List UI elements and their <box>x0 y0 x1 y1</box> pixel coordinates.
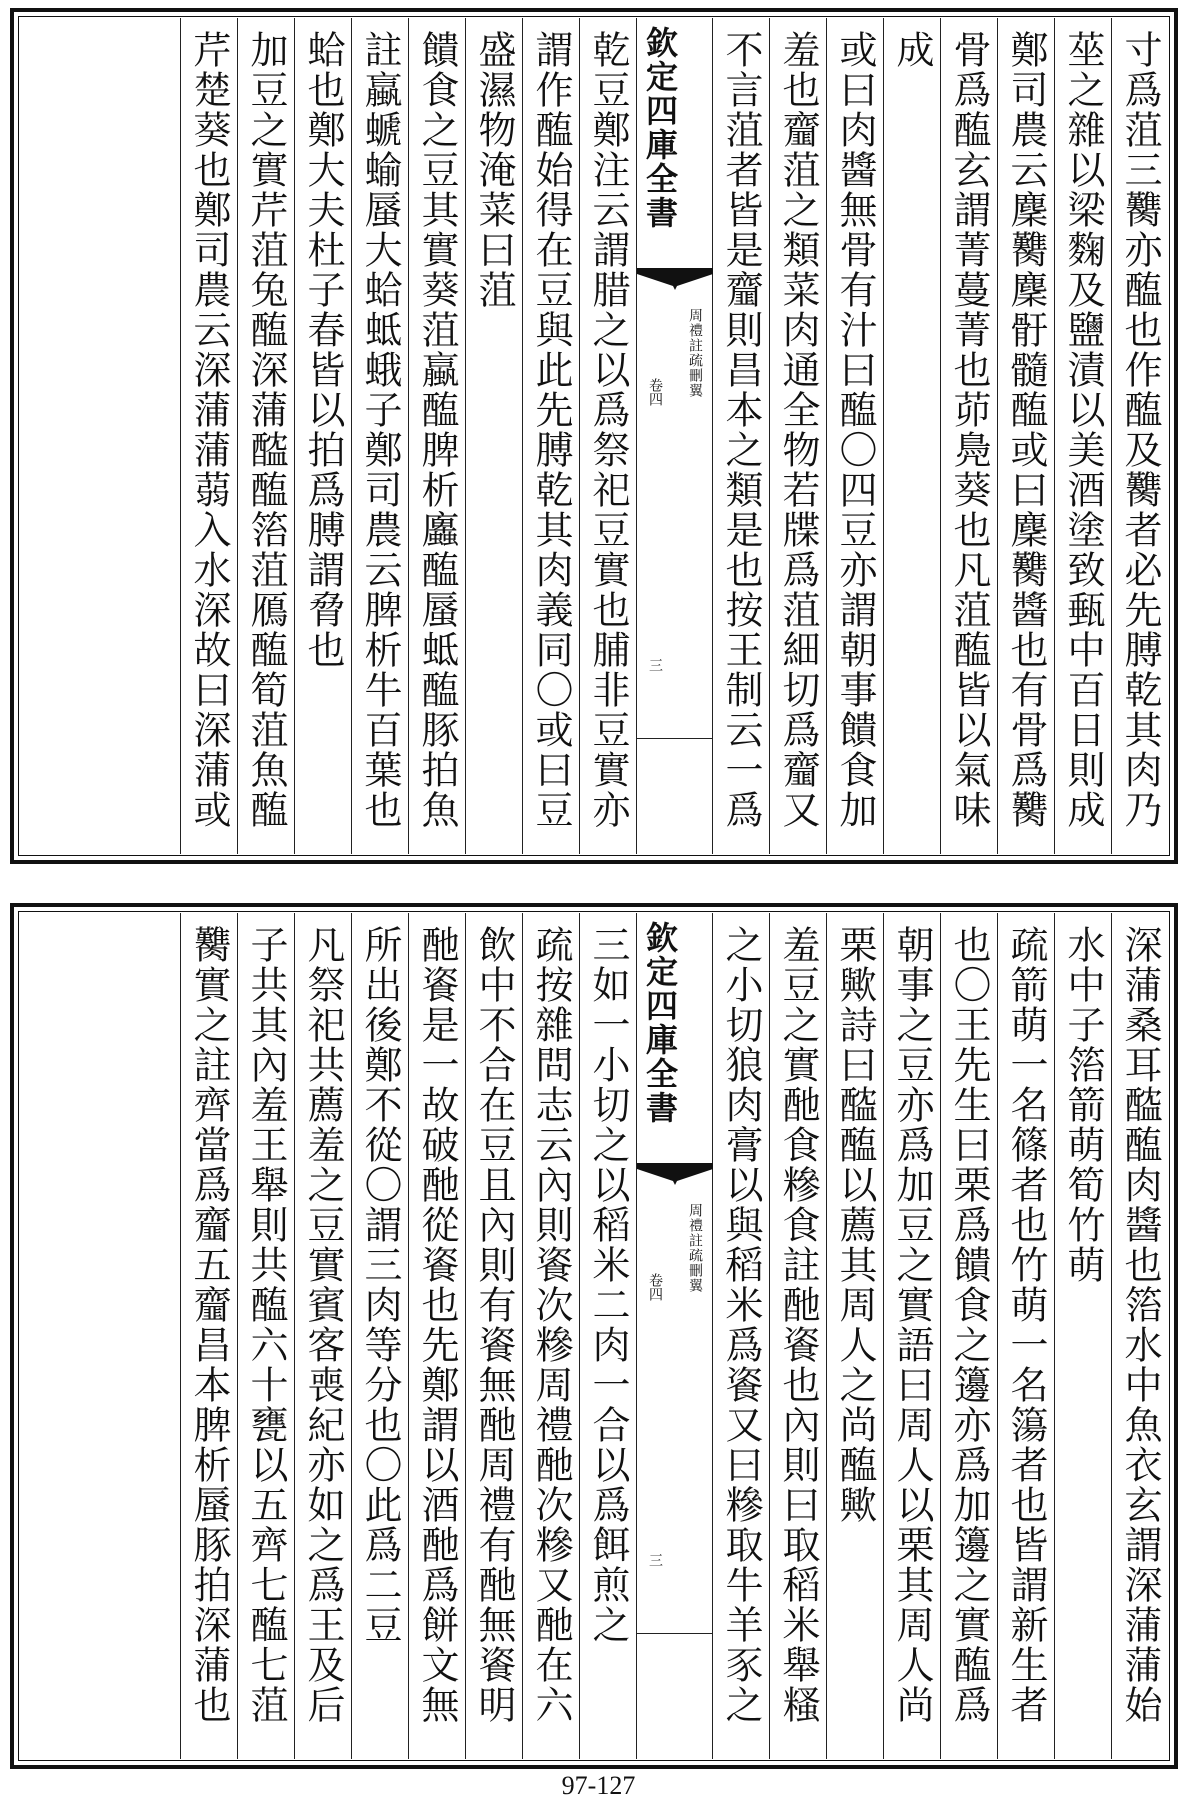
text-column: 註蠃螔蝓蜃大蛤蚳蛾子鄭司農云脾析牛百葉也 <box>351 18 408 854</box>
text-column: 不言菹者皆是齏則昌本之類是也按王制云一爲 <box>712 18 769 854</box>
text-column: 盛濕物淹菜曰菹 <box>465 18 522 854</box>
volume-label: 卷四 <box>647 1273 663 1301</box>
text-column: 所出後鄭不從〇謂三肉等分也〇此爲二豆 <box>351 913 408 1759</box>
volume-label: 卷四 <box>647 378 663 406</box>
series-title: 欽定四庫全書 <box>641 921 679 1125</box>
text-column: 饋食之豆其實葵菹蠃醢脾析蠯醢蜃蚳醢豚拍魚 <box>408 18 465 854</box>
top-text-columns <box>20 18 1168 854</box>
text-column: 疏箭萌一名篠者也竹萌一名簜者也皆謂新生者 <box>997 913 1054 1759</box>
text-column: 深蒲桑耳醓醢肉醬也箈水中魚衣玄謂深蒲蒲始 <box>1111 913 1168 1759</box>
bottom-page-frame <box>10 903 1178 1769</box>
center-fold <box>636 913 712 1759</box>
text-column: 子共其內羞王舉則共醢六十甕以五齊七醢七菹 <box>237 913 294 1759</box>
text-column: 芹楚葵也鄭司農云深蒲蒲蒻入水深故曰深蒲或 <box>180 18 237 854</box>
leaf-number: 三 <box>647 658 663 672</box>
fish-tail-top-icon <box>637 1163 713 1185</box>
center-fold <box>636 18 712 854</box>
text-column: 酏餈是一故破酏從餈也先鄭謂以酒酏爲餅文無 <box>408 913 465 1759</box>
fish-tail-top-icon <box>637 268 713 290</box>
series-title: 欽定四庫全書 <box>641 26 679 230</box>
fold-divider <box>637 738 713 739</box>
fold-divider <box>637 1633 713 1634</box>
text-column: 羞也齏菹之類菜肉通全物若牒爲菹細切爲齏又 <box>769 18 826 854</box>
text-column: 水中子箈箭萌筍竹萌 <box>1054 913 1111 1759</box>
text-column: 之小切狼肉膏以與稻米爲餈又曰糝取牛羊豕之 <box>712 913 769 1759</box>
page-number: 97-127 <box>561 1771 636 1800</box>
top-page-frame <box>10 8 1178 864</box>
text-column: 朝事之豆亦爲加豆之實語曰周人以栗其周人尚 <box>883 913 940 1759</box>
book-title: 周禮註疏刪翼 <box>687 1203 703 1293</box>
text-column: 三如一小切之以稻米二肉一合以爲餌煎之 <box>579 913 636 1759</box>
text-column: 加豆之實芹菹兔醢深蒲醓醢箈菹鴈醢筍菹魚醢 <box>237 18 294 854</box>
text-column: 飲中不合在豆且內則有餈無酏周禮有酏無餈明 <box>465 913 522 1759</box>
text-column: 也〇王先生曰栗爲饋食之籩亦爲加籩之實醢爲 <box>940 913 997 1759</box>
text-column: 疏按雜問志云內則餈次糝周禮酏次糝又酏在六 <box>522 913 579 1759</box>
text-column: 栗歟詩曰醓醢以薦其周人之尚醢歟 <box>826 913 883 1759</box>
leaf-number: 三 <box>647 1553 663 1567</box>
text-column: 成 <box>883 18 940 854</box>
text-column: 謂作醢始得在豆與此先膊乾其肉義同〇或曰豆 <box>522 18 579 854</box>
text-column: 或曰肉醬無骨有汁曰醢〇四豆亦謂朝事饋食加 <box>826 18 883 854</box>
text-column: 莝之雜以梁麴及鹽漬以美酒塗致甀中百日則成 <box>1054 18 1111 854</box>
text-column: 凡祭祀共薦羞之豆實賓客喪紀亦如之爲王及后 <box>294 913 351 1759</box>
bottom-text-columns <box>20 913 1168 1759</box>
text-column: 羞豆之實酏食糝食註酏餈也內則曰取稻米舉糔 <box>769 913 826 1759</box>
text-column: 鄭司農云麇臡麇骬髓醢或曰麇臡醬也有骨爲臡 <box>997 18 1054 854</box>
text-column: 臡實之註齊當爲齏五齏昌本脾析蜃豚拍深蒲也 <box>180 913 237 1759</box>
text-column: 蛤也鄭大夫杜子春皆以拍爲膊謂脅也 <box>294 18 351 854</box>
text-column: 乾豆鄭注云謂腊之以爲祭祀豆實也脯非豆實亦 <box>579 18 636 854</box>
book-title: 周禮註疏刪翼 <box>687 308 703 398</box>
text-column: 骨爲醢玄謂菁蔓菁也茆鳧葵也凡菹醢皆以氣味 <box>940 18 997 854</box>
text-column: 寸爲菹三臡亦醢也作醢及臡者必先膊乾其肉乃 <box>1111 18 1168 854</box>
